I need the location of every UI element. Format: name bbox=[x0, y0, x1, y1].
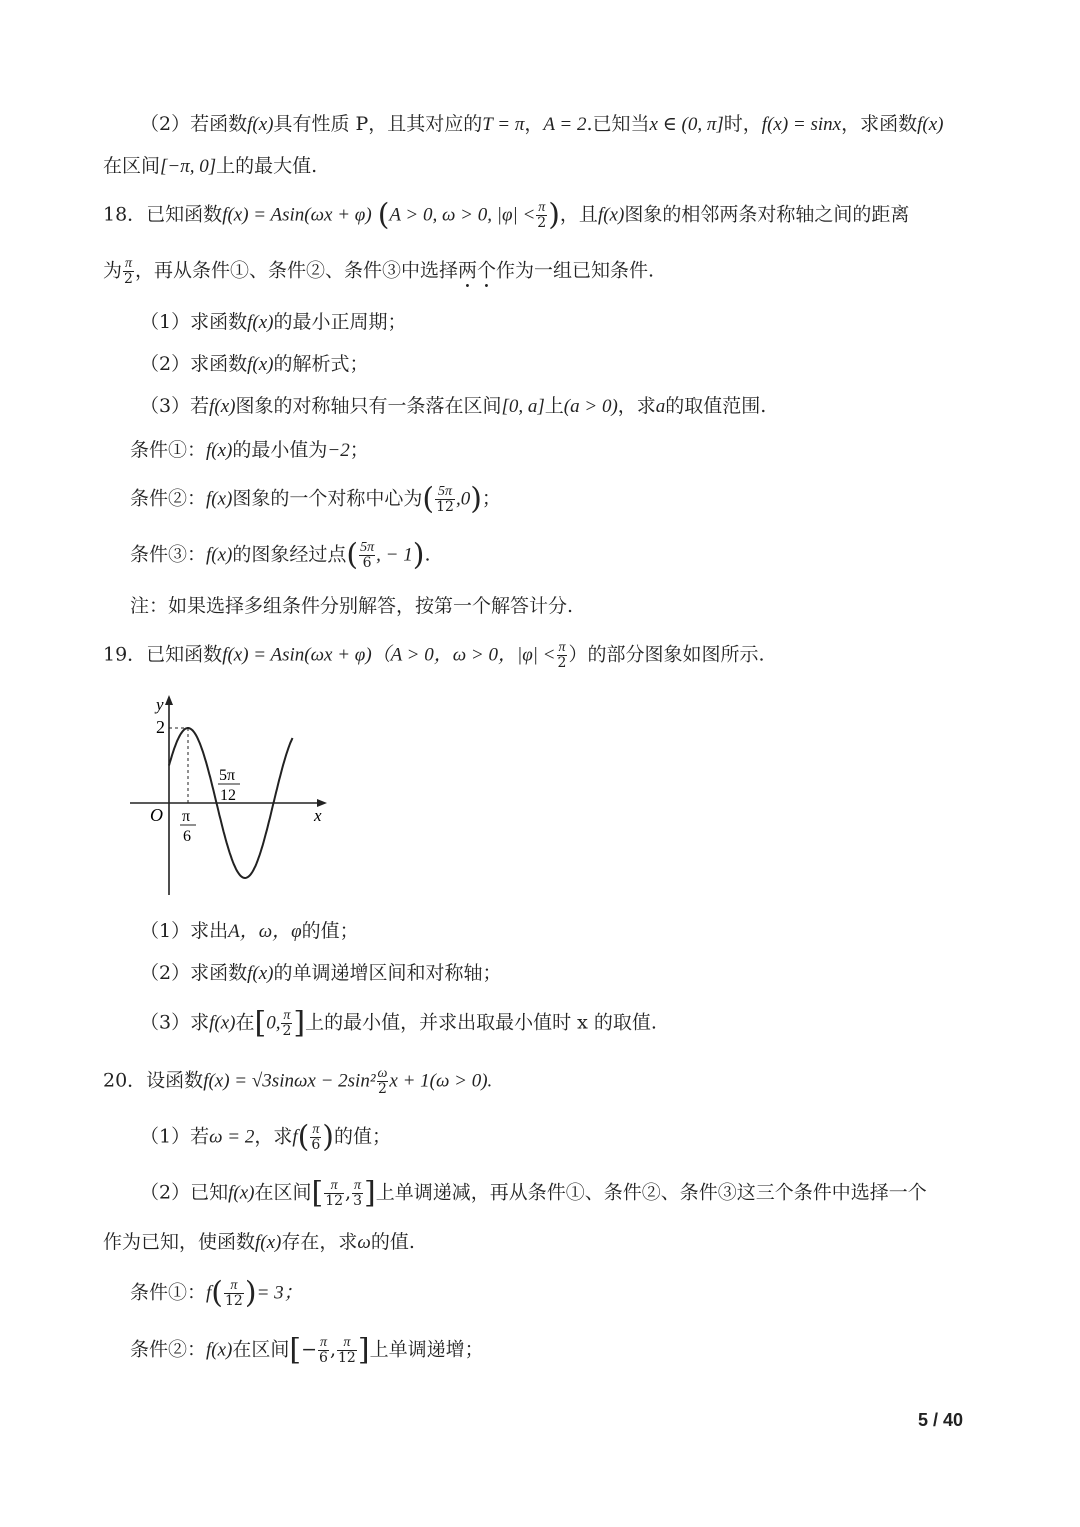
q20-condition-2: 条件②：f(x)在区间[− $\frac{\pi}{6}$ , $\frac{\pi}{12}$ ]上单调递增； bbox=[130, 1332, 484, 1368]
q18-condition-2: 条件②：f(x)图象的一个对称中心为( $\frac{5\pi}{12}$ ,0)； bbox=[130, 481, 501, 517]
q18-part2: （2）求函数f(x)的解析式； bbox=[140, 353, 369, 375]
origin-label: O bbox=[150, 805, 163, 825]
q20-stem: 20．设函数f(x) = √3sinωx − 2sin² $\frac{\omega}{2}$ x + 1(ω > 0). bbox=[103, 1066, 493, 1097]
q19-part1: （1）求出A，ω，φ的值； bbox=[140, 920, 359, 942]
page-number: 5 / 40 bbox=[918, 1410, 964, 1430]
q17-part2-line2: 在区间[−π, 0]上的最大值. bbox=[103, 155, 318, 177]
y-axis-arrow bbox=[165, 695, 173, 705]
q18-stem-line2: 为 $\frac{\pi}{2}$ ，再从条件①、条件②、条件③中选择两个作为一组已知条件. bbox=[103, 256, 655, 287]
q20-part2-line1: （2）已知f(x)在区间[ $\frac{\pi}{12}$ , $\frac{\pi}{3}$ ]上单调递减，再从条件①、条件②、条件③这三个条件中选择一个 bbox=[140, 1175, 927, 1211]
q18-stem-line1: 18．已知函数f(x) = Asin(ωx + φ) (A > 0, ω > 0, |φ| < $\frac{\pi}{2}$ )，且f(x)图象的相邻两条对称轴之间的距离 bbox=[103, 197, 910, 233]
x-axis-label: x bbox=[314, 806, 322, 825]
q17-part2-line1: （2）若函数f(x)具有性质 P，且其对应的T = π，A = 2.已知当x ∈ (0, π]时，f(x) = sinx，求函数f(x) bbox=[140, 113, 944, 135]
q18-part3: （3）若f(x)图象的对称轴只有一条落在区间[0, a]上(a > 0)，求a的取值范围. bbox=[140, 395, 767, 417]
y-tick-label: 2 bbox=[156, 717, 165, 737]
q19-stem: 19．已知函数f(x) = Asin(ωx + φ)（A > 0，ω > 0，|φ| < $\frac{\pi}{2}$ ）的部分图象如图所示. bbox=[103, 640, 765, 671]
q20-part1: （1）若ω = 2，求f( $\frac{\pi}{6}$ )的值； bbox=[140, 1119, 392, 1155]
zero-den: 12 bbox=[220, 787, 236, 804]
q18-condition-3: 条件③：f(x)的图象经过点( $\frac{5\pi}{6}$ , − 1). bbox=[130, 537, 431, 573]
x-tick-num: π bbox=[182, 808, 191, 825]
y-axis-label: y bbox=[156, 695, 164, 714]
q18-note: 注：如果选择多组条件分别解答，按第一个解答计分. bbox=[130, 595, 574, 617]
q19-part3: （3）求f(x)在[0, $\frac{\pi}{2}$ ]上的最小值，并求出取最小值时 x 的取值. bbox=[140, 1005, 657, 1041]
q19-sine-graph bbox=[120, 690, 335, 900]
q20-condition-1: 条件①：f( $\frac{\pi}{12}$ )= 3； bbox=[130, 1275, 303, 1311]
zero-num: 5π bbox=[219, 767, 236, 784]
x-tick-den: 6 bbox=[183, 828, 191, 845]
q19-part2: （2）求函数f(x)的单调递增区间和对称轴； bbox=[140, 962, 502, 984]
q18-part1: （1）求函数f(x)的最小正周期； bbox=[140, 311, 407, 333]
q18-condition-1: 条件①：f(x)的最小值为−2； bbox=[130, 439, 369, 461]
q20-part2-line2: 作为已知，使函数f(x)存在，求ω的值. bbox=[103, 1231, 415, 1253]
